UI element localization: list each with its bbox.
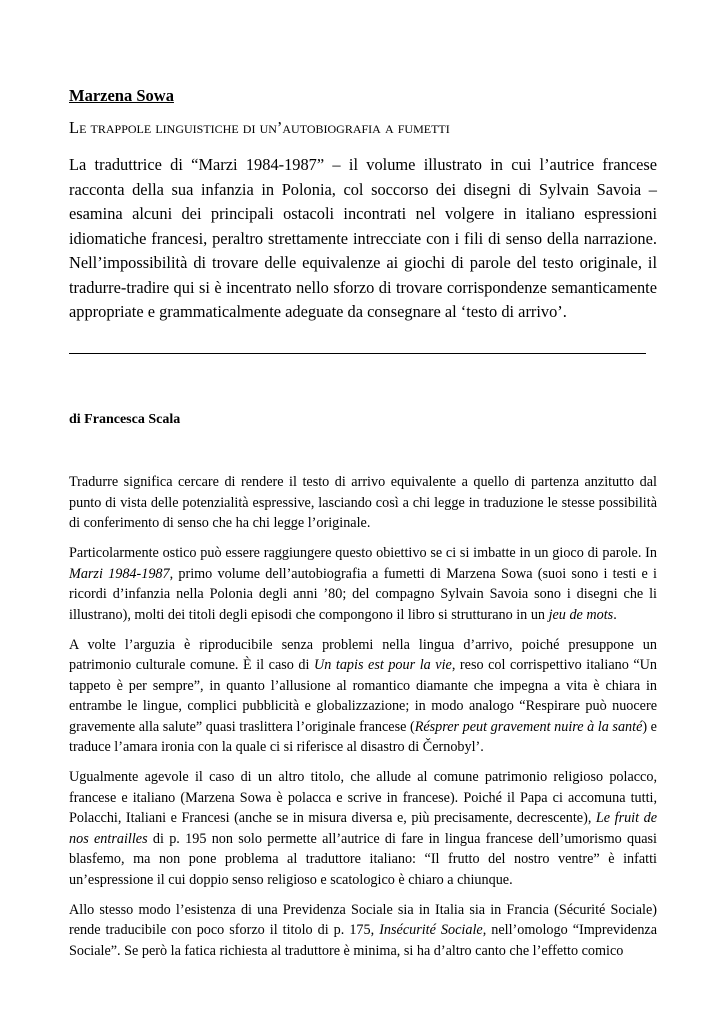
text-run: , nell’omologo “Imprevidenza Sociale”. Se però la fatica richiesta al traduttore è minima, si ha d’altro canto che l’effetto comico — [69, 922, 658, 959]
article-title: Le trappole linguistiche di un’autobiografia a fumetti — [69, 118, 450, 137]
body-paragraph-5 — [69, 900, 657, 962]
separator-line — [69, 353, 646, 354]
byline: di Francesca Scala — [69, 412, 181, 427]
italic-episode-title: Le fruit de nos entrailles — [69, 810, 657, 847]
italic-episode-title: Insécurité Sociale — [379, 922, 483, 938]
text-run: , reso col corrispettivo italiano “Un tappeto è per sempre”, in quanto l’allusione al romantico diamante che impegna a vita è chiara in entrambe le lingue, complici pubblicità e globalizzazione; in modo analogo “Respirare può nuocere gravemente alla salute” quasi traslittera l’originale francese ( — [69, 657, 657, 735]
article-body — [69, 472, 657, 971]
text-run: , primo volume dell’autobiografia a fumetti di Marzena Sowa (suoi sono i testi e i ricordi d’infanzia nella Polonia degli anni ’80; del compagno Sylvain Savoia sono i disegni che li illustrano), molti dei titoli degli episodi che compongono il libro si strutturano in un — [69, 565, 657, 623]
text-run: Particolarmente ostico può essere raggiungere questo obiettivo se ci si imbatte in un gioco di parole. In — [69, 545, 657, 561]
body-paragraph-3 — [69, 635, 657, 758]
body-paragraph-4 — [69, 767, 657, 890]
text-run: A volte l’arguzia è riproducibile senza problemi nella lingua d’arrivo, poiché presuppone un patrimonio culturale comune. È il caso di — [69, 636, 657, 673]
italic-episode-title: Résprer peut gravement nuire à la santé — [414, 718, 643, 735]
italic-term: jeu de mots — [548, 606, 614, 623]
body-paragraph-1: Tradurre significa cercare di rendere il testo di arrivo equivalente a quello di partenza anzitutto dal punto di vista delle potenzialità espressive, lasciando così a chi legge in traduzione le stesse possibilità di conferimento di senso che ha chi legge l’originale. — [69, 474, 657, 531]
author-name: Marzena Sowa — [69, 86, 174, 105]
body-paragraph-2 — [69, 543, 657, 625]
abstract-paragraph: La traduttrice di “Marzi 1984-1987” – il volume illustrato in cui l’autrice francese racconta della sua infanzia in Polonia, col soccorso dei disegni di Sylvain Savoia – esamina alcuni dei principali ostacoli incontrati nel volgere in italiano espressioni idiomatiche francesi, peraltro strettamente intrecciate con i fili di senso della narrazione. Nell’impossibilità di trovare delle equivalenze ai giochi di parole del testo originale, il tradurre-tradire qui si è incentrato nello sforzo di trovare corrispondenze semanticamente appropriate e grammaticalmente adeguate da consegnare al ‘testo di arrivo’. — [69, 155, 657, 321]
italic-episode-title: Un tapis est pour la vie — [314, 657, 452, 673]
text-run: Ugualmente agevole il caso di un altro titolo, che allude al comune patrimonio religioso polacco, francese e italiano (Marzena Sowa è polacca e scrive in francese). Poiché il Papa ci accomuna tutti, Polacchi, Italiani e Francesi (anche se in misura diversa e, più precisamente, decrescente), — [69, 769, 657, 826]
text-run: di p. 195 non solo permette all’autrice di fare in lingua francese dell’umorismo quasi blasfemo, ma non pone problema al traduttore italiano: “Il frutto del nostro ventre” è infatti un’espressione il cui doppio senso religioso e scatologico è chiaro a chiunque. — [69, 830, 657, 888]
text-run: ) e traduce l’amara ironia con la quale ci si riferisce al disastro di Černobyl’. — [69, 718, 657, 755]
text-run: Allo stesso modo l’esistenza di una Previdenza Sociale sia in Italia sia in Francia (Sécurité Sociale) rende traducibile con poco sforzo il titolo di p. 175, — [69, 901, 657, 938]
italic-book-title: Marzi 1984-1987 — [69, 565, 170, 582]
text-run: . — [613, 606, 617, 623]
